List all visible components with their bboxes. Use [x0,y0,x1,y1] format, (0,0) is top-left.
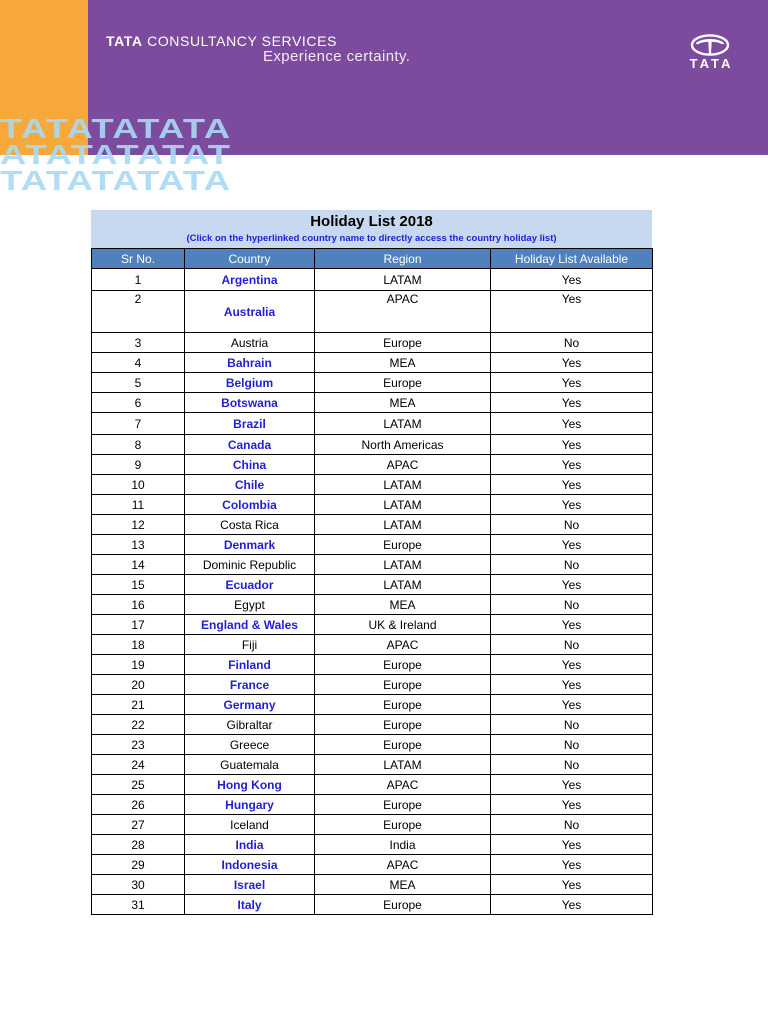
region-cell: APAC [315,775,491,795]
sr-no-cell: 30 [92,875,185,895]
sr-no-cell: 24 [92,755,185,775]
availability-cell: Yes [491,615,653,635]
sr-no-cell: 7 [92,413,185,435]
company-name-bold: TATA [106,33,143,49]
table-row [92,615,653,635]
region-cell: LATAM [315,495,491,515]
country-cell: Dominic Republic [185,555,315,575]
region-cell: LATAM [315,475,491,495]
region-cell: Europe [315,655,491,675]
region-cell: Europe [315,695,491,715]
sr-no-cell: 19 [92,655,185,675]
table-row [92,635,653,655]
country-cell: Greece [185,735,315,755]
region-cell: APAC [315,635,491,655]
availability-cell: Yes [491,775,653,795]
table-row [92,515,653,535]
availability-cell: No [491,555,653,575]
country-link[interactable]: Colombia [185,495,315,515]
region-cell: LATAM [315,269,491,291]
tata-emblem-icon [690,34,730,56]
country-link[interactable]: Botswana [185,393,315,413]
availability-cell: Yes [491,835,653,855]
tata-pattern-row: TATATATATA [0,116,232,144]
column-header-sr-no: Sr No. [92,249,185,269]
region-cell: North Americas [315,435,491,455]
availability-cell: No [491,715,653,735]
header-banner [0,0,768,200]
country-link[interactable]: Canada [185,435,315,455]
table-row [92,715,653,735]
availability-cell: Yes [491,475,653,495]
table-row [92,575,653,595]
availability-cell: Yes [491,895,653,915]
country-link[interactable]: Hungary [185,795,315,815]
table-title-box [91,210,652,248]
sr-no-cell: 12 [92,515,185,535]
sr-no-cell: 18 [92,635,185,655]
availability-cell: Yes [491,353,653,373]
availability-cell: Yes [491,675,653,695]
country-link[interactable]: Ecuador [185,575,315,595]
region-cell: LATAM [315,575,491,595]
country-link[interactable]: Hong Kong [185,775,315,795]
region-cell: Europe [315,373,491,393]
tata-logo [686,34,734,70]
availability-cell: No [491,635,653,655]
column-header-holiday-list-available: Holiday List Available [491,249,653,269]
region-cell: APAC [315,855,491,875]
table-row [92,775,653,795]
tata-logo-text: TATA [689,56,734,71]
region-cell: LATAM [315,413,491,435]
country-cell: Gibraltar [185,715,315,735]
sr-no-cell: 20 [92,675,185,695]
table-row [92,333,653,353]
country-link[interactable]: Germany [185,695,315,715]
region-cell: Europe [315,735,491,755]
country-link[interactable]: Bahrain [185,353,315,373]
column-header-country: Country [185,249,315,269]
sr-no-cell: 5 [92,373,185,393]
region-cell: UK & Ireland [315,615,491,635]
table-row [92,413,653,435]
sr-no-cell: 26 [92,795,185,815]
country-cell: Austria [185,333,315,353]
availability-cell: Yes [491,455,653,475]
table-row [92,895,653,915]
table-row [92,455,653,475]
table-row [92,291,653,333]
country-link[interactable]: Finland [185,655,315,675]
holiday-list-table [91,248,653,915]
sr-no-cell: 21 [92,695,185,715]
country-cell: Guatemala [185,755,315,775]
availability-cell: Yes [491,535,653,555]
availability-cell: Yes [491,655,653,675]
availability-cell: No [491,515,653,535]
tagline: Experience certainty. [263,48,411,65]
table-row [92,795,653,815]
region-cell: Europe [315,535,491,555]
table-row [92,675,653,695]
country-cell: Egypt [185,595,315,615]
table-row [92,695,653,715]
availability-cell: Yes [491,795,653,815]
country-link[interactable]: Brazil [185,413,315,435]
tata-pattern-row: ATATATATAT [0,139,232,170]
sr-no-cell: 9 [92,455,185,475]
table-row [92,393,653,413]
table-row [92,835,653,855]
column-header-region: Region [315,249,491,269]
table-row [92,535,653,555]
table-row [92,655,653,675]
sr-no-cell: 31 [92,895,185,915]
sr-no-cell: 16 [92,595,185,615]
region-cell: Europe [315,815,491,835]
region-cell: MEA [315,875,491,895]
sr-no-cell: 25 [92,775,185,795]
region-cell: LATAM [315,755,491,775]
availability-cell: Yes [491,393,653,413]
sr-no-cell: 3 [92,333,185,353]
country-link[interactable]: Indonesia [185,855,315,875]
sr-no-cell: 10 [92,475,185,495]
table-row [92,269,653,291]
availability-cell: No [491,755,653,775]
sr-no-cell: 27 [92,815,185,835]
country-cell: Costa Rica [185,515,315,535]
availability-cell: Yes [491,495,653,515]
region-cell: MEA [315,353,491,373]
availability-cell: Yes [491,269,653,291]
sr-no-cell: 6 [92,393,185,413]
country-link[interactable]: India [185,835,315,855]
availability-cell: No [491,735,653,755]
sr-no-cell: 29 [92,855,185,875]
sr-no-cell: 23 [92,735,185,755]
tata-pattern-row: TATATATATA [0,165,232,196]
country-link[interactable]: Belgium [185,373,315,393]
region-cell: Europe [315,675,491,695]
country-link[interactable]: Australia [185,291,315,333]
sr-no-cell: 17 [92,615,185,635]
table-title: Holiday List 2018 [310,213,433,230]
country-link[interactable]: Argentina [185,269,315,291]
availability-cell: Yes [491,695,653,715]
region-cell: Europe [315,895,491,915]
table-row [92,435,653,455]
region-cell: Europe [315,795,491,815]
region-cell: MEA [315,393,491,413]
country-link[interactable]: Italy [185,895,315,915]
table-row [92,755,653,775]
table-row [92,353,653,373]
country-link[interactable]: Chile [185,475,315,495]
table-subtitle: (Click on the hyperlinked country name to directly access the country holiday list) [186,233,557,244]
region-cell: APAC [315,291,491,333]
availability-cell: Yes [491,855,653,875]
availability-cell: No [491,595,653,615]
table-row [92,815,653,835]
table-row [92,555,653,575]
availability-cell: Yes [491,875,653,895]
table-row [92,595,653,615]
sr-no-cell: 15 [92,575,185,595]
region-cell: LATAM [315,555,491,575]
table-row [92,475,653,495]
country-link[interactable]: Denmark [185,535,315,555]
country-link[interactable]: France [185,675,315,695]
availability-cell: Yes [491,413,653,435]
availability-cell: No [491,333,653,353]
tata-pattern [0,116,256,196]
sr-no-cell: 1 [92,269,185,291]
table-row [92,735,653,755]
region-cell: APAC [315,455,491,475]
region-cell: India [315,835,491,855]
table-row [92,875,653,895]
region-cell: Europe [315,333,491,353]
availability-cell: Yes [491,291,653,333]
availability-cell: Yes [491,373,653,393]
sr-no-cell: 11 [92,495,185,515]
region-cell: Europe [315,715,491,735]
table-row [92,855,653,875]
country-link[interactable]: England & Wales [185,615,315,635]
country-link[interactable]: Israel [185,875,315,895]
table-header-row [92,249,653,269]
region-cell: MEA [315,595,491,615]
sr-no-cell: 8 [92,435,185,455]
table-row [92,373,653,393]
table-row [92,495,653,515]
sr-no-cell: 28 [92,835,185,855]
country-cell: Fiji [185,635,315,655]
sr-no-cell: 13 [92,535,185,555]
country-cell: Iceland [185,815,315,835]
sr-no-cell: 4 [92,353,185,373]
sr-no-cell: 2 [92,291,185,333]
availability-cell: Yes [491,435,653,455]
holiday-table [91,210,652,915]
sr-no-cell: 14 [92,555,185,575]
availability-cell: Yes [491,575,653,595]
country-link[interactable]: China [185,455,315,475]
region-cell: LATAM [315,515,491,535]
availability-cell: No [491,815,653,835]
sr-no-cell: 22 [92,715,185,735]
company-name-rest: CONSULTANCY SERVICES [147,33,338,49]
